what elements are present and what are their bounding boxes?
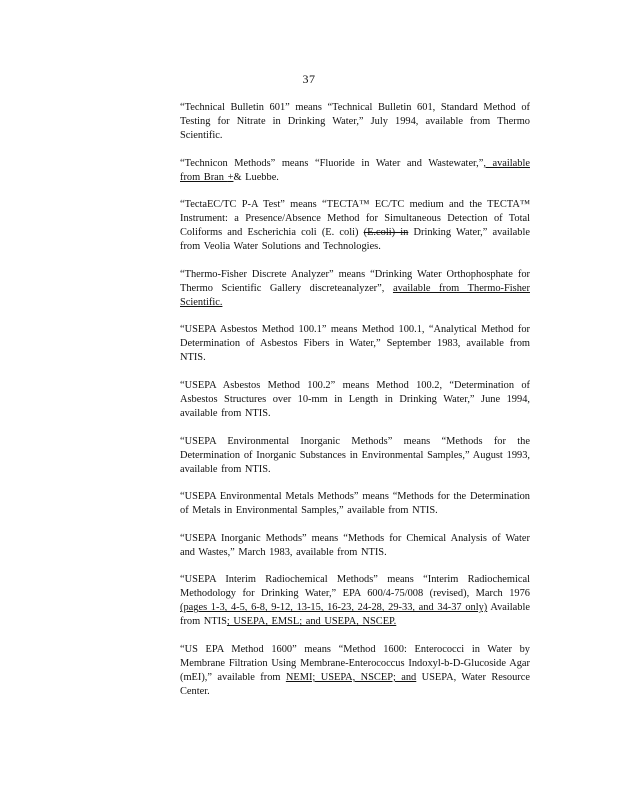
definition-us-epa-method-1600 (180, 643, 530, 699)
definition-text: Drinking Water,” available from Veolia Water Solutions and Technologies. (180, 227, 530, 253)
definition-text: Available from NTIS (180, 602, 530, 628)
definition-usepa-asbestos-100-2: “USEPA Asbestos Method 100.2” means Method 100.2, “Determination of Asbestos Structures over 10-mm in Length in Drinking Water,” June 1994, available from NTIS. (180, 379, 530, 419)
definition-text: & Luebbe. (233, 171, 279, 183)
page-number: 37 (302, 72, 316, 86)
definition-thermo-fisher-analyzer (180, 268, 530, 310)
inserted-text: (pages 1-3, 4-5, 6-8, 9-12, 13-15, 16-23, 24-28, 29-33, and 34-37 only) (180, 602, 488, 614)
definition-text: “US EPA Method 1600” means “Method 1600: Enterococci in Water by Membrane Filtration Using Membrane-Enterococcus Indoxyl-b-D-Glucoside Agar (mEI),” available from (180, 643, 530, 683)
definitions-list (180, 101, 530, 713)
deleted-text: (E.coli) in (363, 227, 409, 239)
definition-tecta-ec-tc (180, 198, 530, 254)
definition-text: “USEPA Interim Radiochemical Methods” means “Interim Radiochemical Methodology for Drinking Water,” EPA 600/4-75/008 (revised), March 1976 (180, 574, 530, 600)
definition-text: “Technicon Methods” means “Fluoride in Water and Wastewater,” (180, 157, 484, 169)
definition-usepa-interim-radiochemical (180, 573, 530, 629)
definition-text: “TectaEC/TC P-A Test” means “TECTA™ EC/TC medium and the TECTA™ Instrument: a Presence/Absence Method for Simultaneous Detection of Total Coliforms and Escherichia coli (E. coli) (180, 199, 530, 239)
definition-usepa-asbestos-100-1: “USEPA Asbestos Method 100.1” means Method 100.1, “Analytical Method for Determination of Asbestos Fibers in Water,” September 1983, available from NTIS. (180, 324, 530, 364)
inserted-text: ; USEPA, EMSL; and USEPA, NSCEP. (226, 616, 397, 628)
definition-text: USEPA, Water Resource Center. (180, 671, 530, 697)
inserted-text: + (227, 171, 234, 183)
inserted-text: available from Thermo-Fisher Scientific. (180, 282, 530, 308)
inserted-text: , available from Bran (180, 157, 530, 183)
definition-usepa-environmental-metals: “USEPA Environmental Metals Methods” means “Methods for the Determination of Metals in Environmental Samples,” available from NTIS. (180, 491, 530, 517)
definition-usepa-inorganic-methods: “USEPA Inorganic Methods” means “Methods for Chemical Analysis of Water and Wastes,” March 1983, available from NTIS. (180, 532, 530, 558)
definition-text: “Thermo-Fisher Discrete Analyzer” means “Drinking Water Orthophosphate for Thermo Scientific Gallery discreteanalyzer”, (180, 268, 530, 294)
definition-technical-bulletin-601: “Technical Bulletin 601” means “Technical Bulletin 601, Standard Method of Testing for Nitrate in Drinking Water,” July 1994, available from Thermo Scientific. (180, 102, 530, 141)
definition-technicon-methods (180, 157, 530, 185)
definition-usepa-environmental-inorganic: “USEPA Environmental Inorganic Methods” means “Methods for the Determination of Inorganic Substances in Environmental Samples,” August 1993, available from NTIS. (180, 435, 530, 475)
inserted-text: NEMI; USEPA, NSCEP; and (285, 671, 417, 683)
